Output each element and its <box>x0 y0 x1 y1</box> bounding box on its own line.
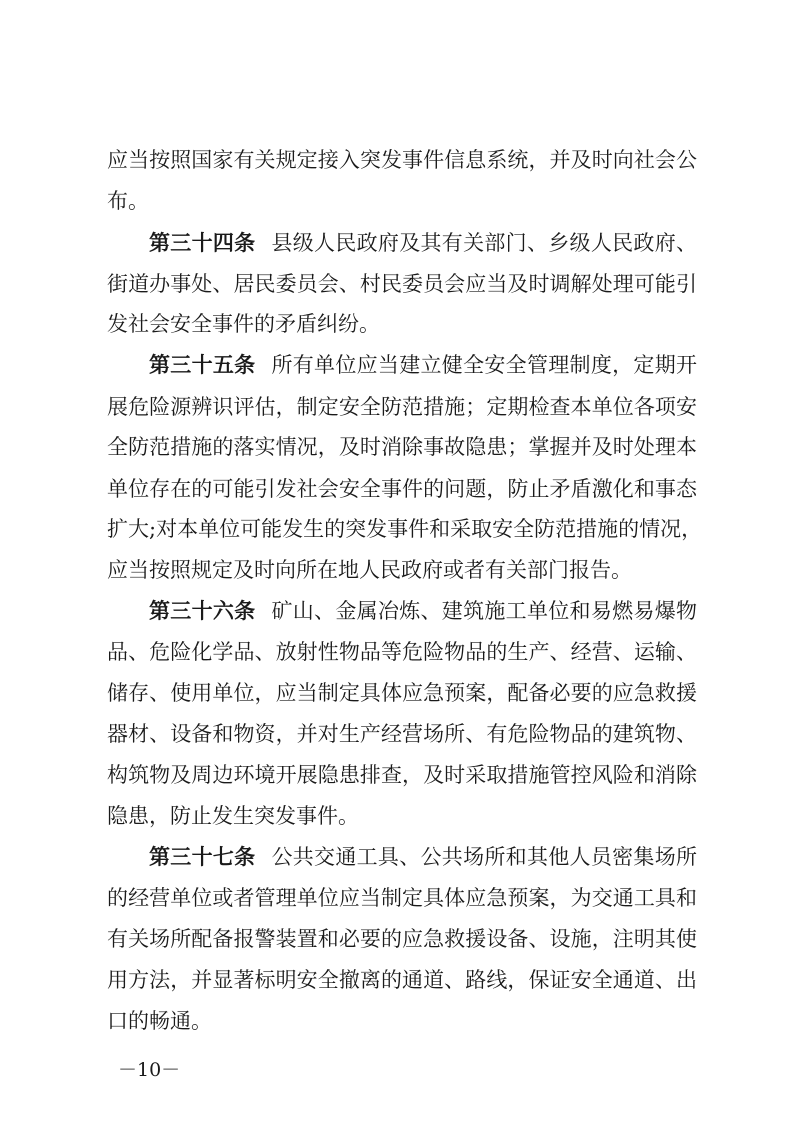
line-text: 用方法，并显著标明安全撤离的通道、路线，保证安全通道、出 <box>107 968 697 992</box>
article-35-first-line <box>149 350 697 380</box>
article-34-first-line <box>149 228 697 258</box>
text-line <box>107 514 703 544</box>
line-text: 品、危险化学品、放射性物品等危险物品的生产、经营、运输、 <box>107 640 697 664</box>
line-text: 的经营单位或者管理单位应当制定具体应急预案，为交通工具和 <box>107 886 697 910</box>
line-text: 矿山、金属冶炼、建筑施工单位和易燃易爆物 <box>271 599 698 623</box>
text-line <box>107 186 697 216</box>
page-number: －10－ <box>118 1059 181 1081</box>
line-text: 隐患，防止发生突发事件。 <box>107 804 359 828</box>
line-text: 器材、设备和物资，并对生产经营场所、有危险物品的建筑物、 <box>107 722 697 746</box>
article-37-first-line <box>149 842 697 872</box>
line-text: 街道办事处、居民委员会、村民委员会应当及时调解处理可能引 <box>107 272 697 296</box>
article-36-first-line <box>149 596 697 626</box>
article-heading: 第三十六条 <box>149 599 256 623</box>
text-line <box>107 432 697 462</box>
line-text: 单位存在的可能引发社会安全事件的问题，防止矛盾激化和事态 <box>107 477 697 501</box>
text-line <box>107 474 697 504</box>
text-line <box>107 924 697 954</box>
line-text: 所有单位应当建立健全安全管理制度，定期开 <box>271 353 698 377</box>
line-text: 公共交通工具、公共场所和其他人员密集场所 <box>271 845 698 869</box>
text-line <box>107 145 697 175</box>
line-text: 构筑物及周边环境开展隐患排查，及时采取措施管控风险和消除 <box>107 763 697 787</box>
text-line <box>107 637 697 667</box>
line-text: 应当按照国家有关规定接入突发事件信息系统，并及时向社会公 <box>107 148 697 172</box>
line-text: 发社会安全事件的矛盾纠纷。 <box>107 312 380 336</box>
line-text: 布。 <box>107 189 149 213</box>
article-heading: 第三十五条 <box>149 353 256 377</box>
text-line <box>107 965 697 995</box>
line-text: 扩大;对本单位可能发生的突发事件和采取安全防范措施的情况， <box>107 517 703 541</box>
text-line <box>107 801 697 831</box>
text-line <box>107 1006 697 1036</box>
text-line <box>107 555 697 585</box>
text-line <box>107 678 697 708</box>
line-text: 展危险源辨识评估，制定安全防范措施；定期检查本单位各项安 <box>107 395 697 419</box>
line-text: 口的畅通。 <box>107 1009 212 1033</box>
line-text: 全防范措施的落实情况，及时消除事故隐患；掌握并及时处理本 <box>107 435 697 459</box>
text-line <box>107 883 697 913</box>
text-line <box>107 269 697 299</box>
line-text: 储存、使用单位，应当制定具体应急预案，配备必要的应急救援 <box>107 681 697 705</box>
line-text: 应当按照规定及时向所在地人民政府或者有关部门报告。 <box>107 558 632 582</box>
text-line <box>107 309 697 339</box>
text-line <box>107 392 697 422</box>
article-heading: 第三十四条 <box>149 231 256 255</box>
line-text: 县级人民政府及其有关部门、乡级人民政府、 <box>271 231 698 255</box>
line-text: 有关场所配备报警装置和必要的应急救援设备、设施，注明其使 <box>107 927 697 951</box>
text-line <box>107 760 697 790</box>
text-line <box>107 719 697 749</box>
article-heading: 第三十七条 <box>149 845 256 869</box>
